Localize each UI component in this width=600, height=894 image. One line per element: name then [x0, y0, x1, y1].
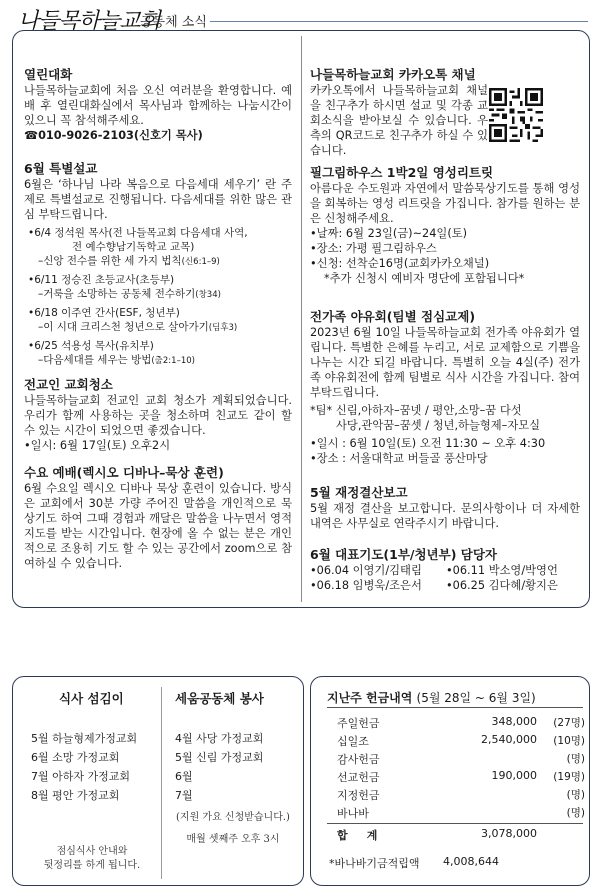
- finance-title: 5월 재정결산보고: [310, 485, 408, 500]
- meal-list: [31, 729, 137, 805]
- picnic-section: [310, 308, 580, 466]
- prayer-row-1: •06.04 이영기/김태림 •06.11 박소영/박영언: [310, 564, 558, 577]
- service-item: 7월: [175, 789, 193, 802]
- offering-total-rule: [327, 823, 583, 824]
- retreat-place: •장소: 가평 필그림하우스: [310, 242, 437, 255]
- meal-title: 식사 섬김이: [59, 691, 124, 706]
- sermon-item-4-topic: –다음세대를 세우는 방법(출2:1–10): [38, 354, 195, 366]
- picnic-title: 전가족 야유회(팀별 점심교제): [310, 309, 476, 324]
- service-item: 5월 신림 가정교회: [175, 751, 264, 764]
- prayer-title: 6월 대표기도(1부/청년부) 담당자: [310, 547, 497, 562]
- welcome-contact: ☎010-9026-2103(신호기 목사): [24, 129, 203, 142]
- prayer-section: [310, 546, 580, 593]
- service-divider: [161, 687, 162, 879]
- offering-title: 지난주 헌금내역 (5월 28일 ~ 6월 3일): [327, 691, 536, 705]
- worship-section: [24, 464, 292, 571]
- sermon-item-4: •6/25 석용성 목사(유치부): [28, 340, 154, 352]
- picnic-teams-2: 사당,관악꿈–꿈셋 / 청년,하늘형제–자모실: [336, 419, 541, 432]
- welcome-body: 나들목하늘교회에 처음 오신 여러분을 환영합니다. 예배 후 열린대화실에서 목사님과 함께하는 나눔시간이 있으니 꼭 참석해주세요.: [24, 84, 292, 127]
- offering-row: 주일헌금 348,000 (27명): [337, 715, 585, 730]
- cleaning-body: 나들목하늘교회 전교인 교회 청소가 계획되었습니다. 우리가 함께 사용하는 곳을 청소하며 친교도 같이 할 수 있는 시간이 되었으면 좋겠습니다.: [24, 394, 292, 437]
- church-logo: 나들목하늘교회: [18, 9, 160, 34]
- welcome-section: [24, 66, 292, 143]
- kakao-body: 카카오톡에서 나들목하늘교회 채널을 친구추가 하시면 설교 및 각종 교회소식을 받아보실 수 있습니다. 우측의 QR코드로 친구추가 하실 수 있습니다.: [310, 84, 488, 157]
- picnic-body: 2023년 6월 10일 나들목하늘교회 전가족 야유회가 열립니다. 특별한 은혜를 누리고, 서로 교제함으로 기쁨을 나누는 시간 되길 바랍니다. 특별히 오늘 4실(주) 전가족 야유회전에 함께 팀별로 식사 시간을 가집니다. 참여 부탁드립니다.: [310, 326, 580, 399]
- cleaning-date: •일시: 6월 17일(토) 오후2시: [24, 439, 171, 452]
- offering-row: 감사헌금 (명): [337, 753, 585, 766]
- sermon-section: [24, 160, 292, 368]
- offering-row: 바나바 (명): [337, 807, 585, 820]
- service-note: (지원 가요 신청받습니다.): [176, 812, 290, 823]
- meal-note: 점심식사 안내와 뒷정리를 하게 됩니다.: [43, 846, 141, 871]
- finance-section: [310, 484, 580, 531]
- retreat-date: •날짜: 6월 23일(금)~24일(토): [310, 227, 468, 240]
- cleaning-title: 전교인 교회청소: [24, 377, 113, 392]
- header-divider: [210, 21, 588, 22]
- worship-title: 수요 예배(렉시오 디바나–묵상 훈련): [24, 465, 224, 480]
- offering-panel: [310, 676, 590, 886]
- sermon-item-2: •6/11 정승진 초등교사(초등부): [28, 274, 175, 286]
- worship-body: 6월 수요일 렉시오 디바나 묵상 훈련이 있습니다. 방식은 교회에서 30분 가량 주어진 말씀을 개인적으로 묵상기도 하여 그때 경험과 깨달은 말씀을 나누면서 영적지도를 받는 시간입니다. 현장에 올 수 없는 분은 개인적으로 조용히 기도 할 수 있는 공간에서 zoom으로 참여하실 수 있습니다.: [24, 482, 292, 570]
- sermon-item-1: •6/4 정석원 목사(전 나들목교회 다음세대 사역,: [28, 227, 248, 239]
- offering-row: 선교헌금 190,000 (19명): [337, 769, 585, 784]
- sermon-item-1-topic: –신앙 전수를 위한 세 가지 법칙(신6:1–9): [38, 255, 220, 267]
- sermon-title: 6월 특별설교: [24, 161, 98, 176]
- welcome-title: 열린대화: [24, 67, 73, 82]
- retreat-note: *추가 신청시 예비자 명단에 포함됩니다*: [324, 272, 525, 285]
- picnic-teams-1: *팀* 신림,아하자–꿈넷 / 평안,소망–꿈 다섯: [310, 404, 522, 417]
- service-item: 4월 사당 가정교회: [175, 732, 264, 745]
- meal-item: 7월 아하자 가정교회: [31, 770, 130, 783]
- newsletter-subtitle: 공동체 소식: [140, 15, 207, 30]
- service-time: 매월 셋째주 오후 3시: [186, 834, 280, 845]
- offering-total-row: 합 계 3,078,000: [337, 827, 537, 842]
- picnic-datetime: •일시 : 6월 10일(토) 오전 11:30 ~ 오후 4:30: [310, 437, 546, 450]
- sermon-item-1-detail: 전 예수향남기독학교 교목): [72, 241, 195, 253]
- offering-top-rule: [327, 707, 583, 708]
- sermon-item-3-topic: –이 시대 크리스천 청년으로 살아가기(딤후3): [38, 321, 238, 333]
- sermon-body: 6월은 ‘하나님 나라 복음으로 다음세대 세우기’ 란 주제로 특별설교로 진행됩니다. 다음세대를 위한 많은 관심 부탁드립니다.: [24, 178, 292, 221]
- meal-item: 8월 평안 가정교회: [31, 789, 120, 802]
- service-list: [175, 729, 263, 805]
- qr-code-icon[interactable]: [489, 88, 543, 142]
- cleaning-section: [24, 376, 292, 453]
- sermon-item-3: •6/18 이주연 간사(ESF, 청년부): [28, 307, 180, 319]
- banaba-fund-row: *바나바기금적립액 4,008,644: [329, 855, 499, 870]
- kakao-title: 나들목하늘교회 카카오톡 채널: [310, 67, 476, 82]
- offering-row: 지정헌금 (명): [337, 789, 585, 802]
- prayer-row-2: •06.18 임병욱/조은서 •06.25 김다혜/황지은: [310, 579, 558, 592]
- offering-row: 십일조 2,540,000 (10명): [337, 733, 585, 748]
- meal-item: 5월 하늘형제가정교회: [31, 732, 138, 745]
- retreat-title: 필그림하우스 1박2일 영성리트릿: [310, 165, 494, 180]
- meal-item: 6월 소망 가정교회: [31, 751, 120, 764]
- retreat-apply: •신청: 선착순16명(교회카카오채널): [310, 257, 490, 270]
- picnic-place: •장소 : 서울대학교 버들골 풍산마당: [310, 452, 488, 465]
- service-title: 세움공동체 봉사: [175, 691, 264, 706]
- retreat-section: [310, 164, 580, 286]
- service-panel: [12, 676, 304, 886]
- column-divider: [301, 36, 302, 602]
- service-item: 6월: [175, 770, 193, 783]
- retreat-body: 아름다운 수도원과 자연에서 말씀묵상기도를 통해 영성을 회복하는 영성 리트릿을 가집니다. 참가를 원하는 분은 신청해주세요.: [310, 182, 580, 225]
- sermon-item-2-topic: –거룩을 소망하는 공동체 전수하기(창34): [38, 288, 221, 300]
- finance-body: 5월 재정 결산을 보고합니다. 문의사항이나 더 자세한 내역은 사무실로 연락주시기 바랍니다.: [310, 502, 580, 530]
